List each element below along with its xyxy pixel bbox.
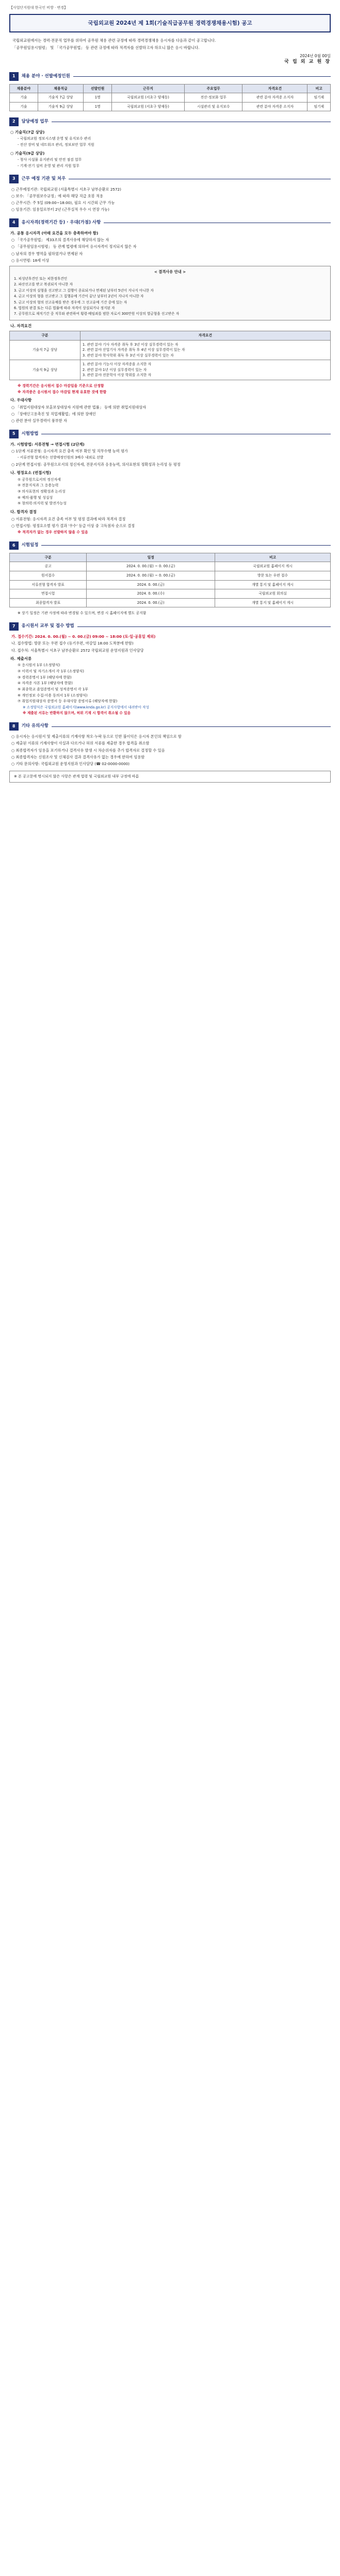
list-item: ○ 기술직(7급 상당): [10, 129, 45, 134]
list-item: ○ 「취업지원대상자 보훈보상대상자 지원에 관한 법률」 등에 의한 취업지원대상자: [11, 404, 147, 410]
table-cell: 기술직 9급 상당: [38, 102, 84, 111]
section-number: 2: [9, 117, 19, 126]
list-item: ⑤ 창의력·의지력 및 발전가능성: [18, 501, 67, 506]
section-header: [9, 430, 331, 438]
list-item: ○ 2단계 면접시험: 공무원으로서의 정신자세, 전문지식과 응용능력, 의사표현의 정확성과 논리성 등 평정: [11, 462, 181, 467]
section-title: 근무 예정 기관 및 처우: [21, 176, 66, 181]
table-cell: 국립외교원 (서초구 양재동): [112, 93, 185, 103]
table-header: 근무지: [112, 84, 185, 93]
list-item: ○ 응시자는 응시원서 및 제출서류의 기재사항 착오·누락 등으로 인한 불이익은 응시자 본인의 책임으로 함: [11, 734, 182, 739]
list-item: ○ 「국가공무원법」 제33조의 결격사유에 해당하지 않는 자: [11, 238, 109, 243]
table-cell: 기술직 7급 상당: [10, 340, 80, 360]
section-header: [9, 541, 331, 550]
schedule-table: [9, 553, 331, 607]
table-cell: 2024. 0. 00.(금): [87, 598, 215, 607]
intro-paragraph: 국립외교원에서는 경력·전문직 업무를 위하여 공무원 채용 관련 규정에 따라 경력경쟁채용 응시자를 다음과 같이 공고합니다.: [12, 38, 216, 43]
section-number: 8: [9, 722, 19, 731]
section-header: [9, 72, 331, 80]
list-item: - 서류전형 합격자는 선발예정인원의 3배수 내외로 선발: [18, 455, 104, 460]
table-cell: 개별 통지 및 홈페이지 게시: [215, 598, 331, 607]
section-title: 응시원서 교부 및 접수 방법: [21, 623, 74, 629]
list-item: 다. 접수처: 서울특별시 서초구 남부순환로 2572 국립외교원 운영지원과 인사담당: [11, 648, 144, 653]
table-cell: 방문 또는 우편 접수: [215, 571, 331, 581]
top-tag: 【사업단지원대 한국인 비방 · 변경】: [9, 6, 68, 10]
list-item: - 국립외교원 정보시스템 운영 및 유지보수 관리: [18, 137, 91, 141]
table-row: [10, 360, 331, 380]
section-title: 기타 유의사항: [21, 723, 48, 729]
table-row: [10, 580, 331, 589]
subsection-title: 나. 평정요소 (면접시험): [10, 470, 51, 476]
table-cell: 관련 분야 자격증 소지자: [242, 93, 307, 103]
document-page: [0, 0, 340, 790]
section-title: 담당예정 업무: [21, 118, 48, 124]
section-number: 6: [9, 541, 19, 550]
note-item: 2. 파산선고를 받고 복권되지 아니한 자: [14, 282, 73, 287]
table-cell: 국립외교원 홈페이지 게시: [215, 562, 331, 571]
table-cell: 임기제: [307, 93, 331, 103]
table-header: 일정: [87, 553, 215, 562]
table-header: 비고: [307, 84, 331, 93]
note-item: 3. 금고 이상의 실형을 선고받고 그 집행이 종료되거나 면제된 날부터 5년이 지나지 아니한 자: [14, 288, 154, 293]
list-item: ⑤ 최종학교 졸업증명서 및 성적증명서 각 1부: [18, 687, 88, 691]
note-line: ※ 경력기간은 응시원서 접수 마감일을 기준으로 산정함: [18, 383, 104, 388]
table-header: 구분: [10, 331, 80, 341]
table-row: [10, 102, 331, 111]
section-header: [9, 117, 331, 126]
table-header: 자격요건: [80, 331, 330, 341]
list-item: ○ 응시연령: 18세 이상: [11, 258, 50, 263]
table-cell: 전산·정보화 업무: [185, 93, 242, 103]
note-line: ※ 제출된 서류는 반환하지 않으며, 허위 기재 시 합격이 취소될 수 있음: [23, 711, 131, 716]
table-header: 채용직급: [38, 84, 84, 93]
table-header: 채용분야: [10, 84, 38, 93]
list-item: ○ 기술직(9급 상당): [10, 150, 45, 156]
note-item: 1. 피성년후견인 또는 피한정후견인: [14, 277, 68, 281]
list-item: ④ 자격증 사본 1부 (해당자에 한함): [18, 681, 73, 686]
note-line: ※ 상기 일정은 기관 사정에 따라 변경될 수 있으며, 변경 시 홈페이지에 별도 공지함: [18, 611, 147, 616]
table-cell: 1. 관련 분야 기능사 이상 자격증을 소지한 자 2. 관련 분야 1년 이상 실무경력이 있는 자 3. 관련 분야 전문학사 이상 학위를 소지한 자: [80, 360, 330, 380]
table-cell: 1명: [84, 102, 112, 111]
table-header: 선발인원: [84, 84, 112, 93]
disqualification-note: [9, 266, 331, 320]
issuing-organization: 국 립 외 교 원 장: [284, 59, 331, 65]
section-header: [9, 722, 331, 731]
table-cell: 국립외교원 (서초구 양재동): [112, 102, 185, 111]
footer-note: ※ 본 공고문에 명시되지 않은 사항은 관계 법령 및 국립외교원 내부 규정에 따름: [9, 771, 331, 783]
list-item: ○ 제출된 서류의 기재사항이 사실과 다르거나 허위 서류를 제출한 경우 합격을 취소함: [11, 741, 150, 746]
intro: [9, 38, 331, 51]
table-cell: 공고: [10, 562, 87, 571]
list-item: 가. 접수기간: 2024. 0. 00.(월) ~ 0. 00.(금) 09:00 ~ 18:00 (토·일·공휴일 제외): [11, 634, 156, 639]
table-cell: 임기제: [307, 102, 331, 111]
subsection-title: 가. 시험방법: 서류전형 → 면접시험 (2단계): [10, 442, 85, 447]
list-item: ○ 관련 분야 실무경력이 풍부한 자: [11, 418, 67, 423]
list-item: ③ 의사표현의 정확성과 논리성: [18, 489, 66, 494]
table-cell: 최종합격자 발표: [10, 598, 87, 607]
section-number: 3: [9, 175, 19, 183]
subsection-title: 가. 공통 응시자격 (아래 요건을 모두 충족하여야 함): [10, 230, 99, 235]
table-row: [10, 93, 331, 103]
list-item: ○ 「장애인고용촉진 및 직업재활법」에 의한 장애인: [11, 411, 96, 416]
table-cell: 시설관리 및 유지보수: [185, 102, 242, 111]
table-cell: 서류전형 합격자 발표: [10, 580, 87, 589]
list-item: ① 공무원으로서의 정신자세: [18, 477, 61, 482]
table-cell: 2024. 0. 00.(금): [87, 580, 215, 589]
list-item: ⑥ 개인정보 수집·이용 동의서 1부 (소정양식): [18, 693, 88, 698]
list-item: ○ 근무예정기관: 국립외교원 (서울특별시 서초구 남부순환로 2572): [11, 187, 121, 192]
subsection-title: 다. 우대사항: [10, 398, 32, 403]
list-item: ○ 최종합격자가 임용을 포기하거나 결격사유 발생 시 차순위자를 추가 합격자로 결정할 수 있음: [11, 748, 165, 753]
list-item: ○ 임용기간: 임용일로부터 2년 (근무실적 우수 시 연장 가능): [11, 207, 109, 212]
table-cell: 국립외교원 회의실: [215, 589, 331, 599]
list-item: ○ 최종합격자는 신원조사 및 신체검사 결과 결격사유가 없는 경우에 한하여 임용함: [11, 754, 145, 759]
recruitment-table: [9, 84, 331, 112]
document-title: 국립외교원 2024년 제 1회(기술직급공무원 경력경쟁채용시험) 공고: [9, 14, 331, 32]
announcement-date: 2024년 0월 00일: [300, 53, 331, 58]
list-item: ○ 서류전형: 응시자격 요건 충족 여부 및 평정 결과에 따라 적격자 결정: [11, 516, 126, 521]
note-item: 6. 법원의 판결 또는 다른 법률에 따라 자격이 상실되거나 정지된 자: [14, 306, 115, 310]
table-row: [10, 562, 331, 571]
table-cell: 2024. 0. 00.(월) ~ 0. 00.(금): [87, 562, 215, 571]
table-header: 비고: [215, 553, 331, 562]
note-line: ※ 소정양식은 국립외교원 홈페이지(www.knda.go.kr) 공지사항에서 내려받아 작성: [23, 705, 150, 710]
list-item: ○ 근무시간: 주 5일 (09:00~18:00), 필요 시 시간외 근무 가능: [11, 200, 115, 206]
section-title: 응시자격(경력기간 등) · 우대(가점) 사항: [21, 220, 101, 226]
intro-paragraph: 「공무원임용시험령」 및 「국가공무원법」 등 관련 규정에 따라 적격자를 선발하고자 하오니 많은 응시 바랍니다.: [12, 45, 200, 50]
list-item: ① 응시원서 1부 (소정양식): [18, 663, 60, 668]
table-cell: 2024. 0. 00.(수): [87, 589, 215, 599]
list-item: - 전산 장비 및 네트워크 관리, 정보보안 업무 지원: [18, 142, 94, 147]
note-line: ※ 자격증은 응시원서 접수 마감일 현재 유효한 것에 한함: [18, 389, 107, 394]
table-cell: 1명: [84, 93, 112, 103]
table-row: [10, 571, 331, 581]
subsection-title: 나. 자격요건: [10, 323, 32, 328]
list-item: ④ 예의·품행 및 성실성: [18, 495, 53, 500]
list-item: ○ 「공무원임용시험령」 등 관계 법령에 의하여 응시자격이 정지되지 않은 자: [11, 244, 137, 249]
section-number: 7: [9, 622, 19, 631]
section-header: [9, 218, 331, 227]
section-title: 채용 분야 · 선발예정인원: [21, 73, 70, 79]
qualification-table: [9, 331, 331, 380]
list-item: ⑦ 취업지원대상자 증명서 등 우대사항 증빙서류 (해당자에 한함): [18, 699, 118, 704]
list-item: - 기계·전기 설비 운영 및 관리 지원 업무: [18, 163, 79, 168]
table-row: [10, 589, 331, 599]
table-header: 주요업무: [185, 84, 242, 93]
table-row: [10, 598, 331, 607]
section-title: 시험방법: [21, 431, 39, 436]
table-header: 구분: [10, 553, 87, 562]
table-cell: 관련 분야 자격증 소지자: [242, 102, 307, 111]
subsection-title: 라. 제출서류: [10, 656, 32, 661]
table-cell: 기술: [10, 93, 38, 103]
list-item: ○ 면접시험: 평정요소별 평가 결과 '우수' 등급 이상 중 고득점자 순으로 결정: [11, 523, 135, 528]
section-header: [9, 175, 331, 183]
section-title: 시험일정: [21, 543, 39, 548]
table-cell: 기술직 9급 상당: [10, 360, 80, 380]
list-item: ③ 경력증명서 1부 (해당자에 한함): [18, 675, 72, 680]
table-cell: 1. 관련 분야 기사 자격증 취득 후 3년 이상 실무경력이 있는 자 2. 관련 분야 산업기사 자격증 취득 후 4년 이상 실무경력이 있는 자 3. 관련 분야 학사학위 취득 후 3년 이상 실무경력이 있는 자: [80, 340, 330, 360]
table-row: [10, 340, 331, 360]
list-item: ② 이력서 및 자기소개서 각 1부 (소정양식): [18, 669, 84, 673]
note-item: 7. 공무원으로 재직기간 중 직무와 관련하여 횡령·배임죄를 범한 자로서 300만원 이상의 벌금형을 선고받은 자: [14, 312, 180, 316]
list-item: ② 전문지식과 그 응용능력: [18, 483, 59, 488]
section-number: 5: [9, 430, 19, 438]
list-item: ○ 기타 문의사항: 국립외교원 운영지원과 인사담당 (☎ 02-0000-0000): [11, 761, 130, 766]
section-header: [9, 622, 331, 631]
note-line: ※ 적격자가 없는 경우 선발하지 않을 수 있음: [18, 530, 88, 534]
note-title: < 결격사유 안내 >: [154, 269, 186, 274]
section-number: 1: [9, 72, 19, 80]
table-cell: 기술직 7급 상당: [38, 93, 84, 103]
subsection-title: 다. 합격자 결정: [10, 510, 37, 515]
table-cell: 2024. 0. 00.(월) ~ 0. 00.(금): [87, 571, 215, 581]
note-item: 5. 금고 이상의 형의 선고유예를 받은 경우에 그 선고유예 기간 중에 있는 자: [14, 300, 127, 304]
list-item: - 청사 시설물 유지관리 및 안전 점검 업무: [18, 157, 82, 162]
list-item: 나. 접수방법: 방문 또는 우편 접수 (등기우편, 마감일 18:00 도착분에 한함): [11, 641, 134, 646]
table-header: 자격요건: [242, 84, 307, 93]
table-cell: 원서접수: [10, 571, 87, 581]
list-item: ○ 1단계 서류전형: 응시자격 요건 충족 여부 확인 및 직무수행 능력 평가: [11, 449, 128, 454]
note-item: 4. 금고 이상의 형을 선고받고 그 집행유예 기간이 끝난 날부터 2년이 지나지 아니한 자: [14, 294, 144, 299]
section-number: 4: [9, 218, 19, 227]
table-cell: 면접시험: [10, 589, 87, 599]
table-cell: 개별 통지 및 홈페이지 게시: [215, 580, 331, 589]
list-item: ○ 보수: 「공무원보수규정」에 따라 해당 직급 호봉 적용: [11, 193, 103, 198]
table-cell: 기술: [10, 102, 38, 111]
list-item: ○ 남자의 경우 병역을 필하였거나 면제된 자: [11, 251, 83, 256]
